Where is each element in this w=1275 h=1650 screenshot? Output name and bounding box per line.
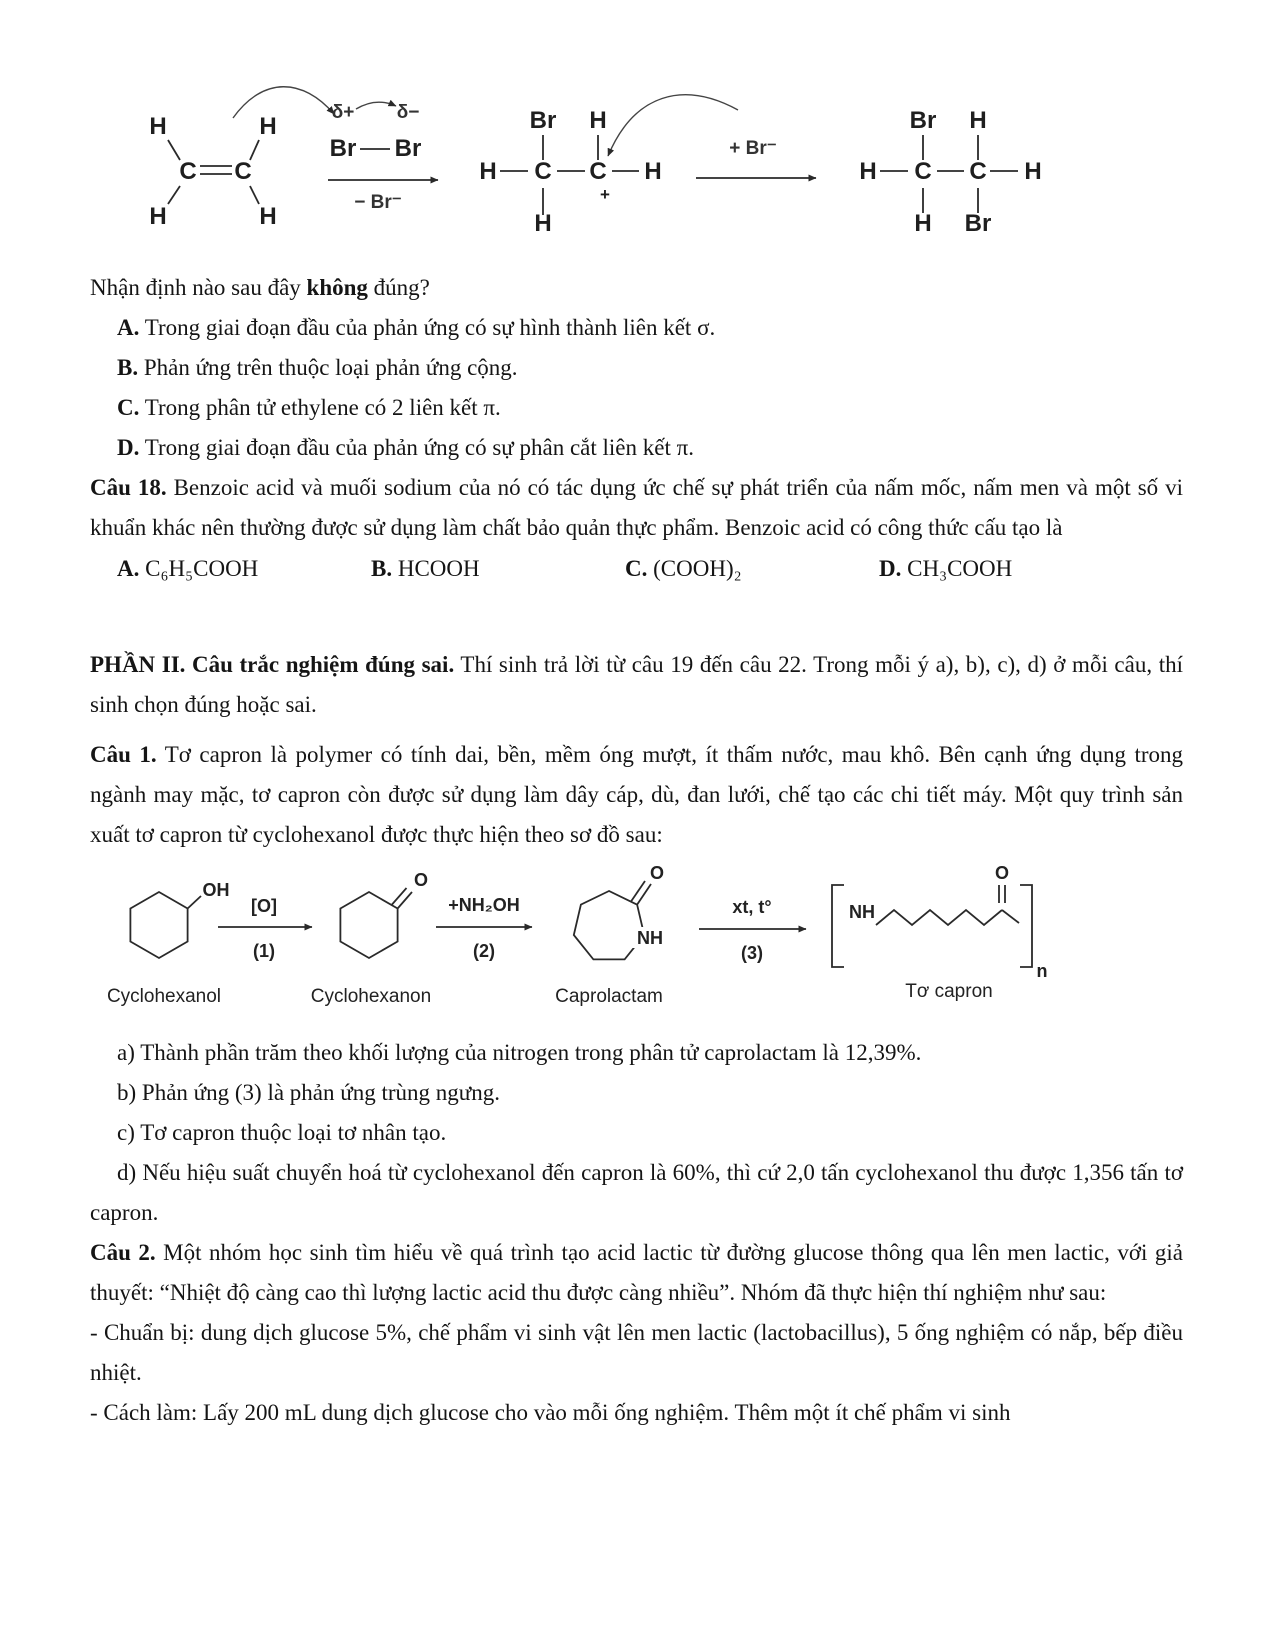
question-1-text: Tơ capron là polymer có tính dai, bền, mềm óng mượt, ít thấm nước, mau khô. Bên cạnh ứng dụng trong ngành may mặc, tơ capron còn được sử dụng làm dây cáp, dù, đan lưới, chế tạo các chi tiết máy. Một quy trình sản xuất tơ capron từ cyclohexanol được thực hiện theo sơ đồ sau: [90,742,1183,847]
atom-c-label: C [234,158,252,185]
option-b [371,549,625,589]
oxygen-label: O [649,865,665,883]
item-b: b) Phản ứng (3) là phản ứng trùng ngưng. [117,1080,500,1105]
atom-br-label: Br [909,107,937,134]
compound-name: Caprolactam [555,986,663,1007]
cyclohexanone-structure [311,870,431,1007]
atom-c-label: C [914,158,932,185]
delta-plus-label: δ+ [331,102,355,123]
atom-h-label: H [859,158,877,185]
option-text: HCOOH [397,556,480,581]
option-letter: D. [117,435,140,460]
prompt-prefix: Nhận định nào sau đây [90,275,307,300]
question-17-prompt [90,268,1183,308]
oxygen-label: O [413,870,429,890]
compound-name: Tơ capron [905,981,993,1002]
option-text: Phản ứng trên thuộc loại phản ứng cộng. [143,355,518,380]
atom-c-label: C [534,158,552,185]
atom-h-label: H [259,203,277,230]
atom-br-label: Br [394,135,422,162]
option-b [90,348,1183,388]
prompt-bold-word: không [306,275,368,300]
question-1-items [90,1033,1183,1233]
bromination-mechanism-diagram [138,76,1073,254]
step-number: (3) [741,943,763,963]
question-18 [90,468,1183,548]
double-bond-line [631,881,645,902]
question-1 [90,735,1183,855]
option-letter: D. [879,556,902,581]
atom-h-label: H [259,113,277,140]
item-d: d) Nếu hiệu suất chuyển hoá từ cyclohexanol đến capron là 60%, thì cứ 2,0 tấn cyclohexanol thu được 1,356 tấn tơ capron. [90,1160,1183,1225]
question-18-label: Câu 18. [90,475,167,500]
option-text: Trong giai đoạn đầu của phản ứng có sự hình thành liên kết σ. [144,315,716,340]
option-text: (COOH)₂ [653,556,742,581]
bond-line [1002,910,1019,923]
catalyst-label: xt, t° [732,897,772,917]
question-18-text: Benzoic acid và muối sodium của nó có tác dụng ức chế sự phát triển của nấm mốc, nấm men và một số vi khuẩn khác nên thường được sử dụng làm chất bảo quản thực phẩm. Benzoic acid có công thức cấu tạo là [90,475,1184,540]
carbocation-structure [479,107,661,237]
heptagon-ring [574,891,644,959]
oxygen-label: O [994,865,1010,883]
hydroxyl-label: OH [202,880,230,900]
close-bracket [1020,885,1032,967]
bond-line [250,140,259,160]
atom-h-label: H [644,158,662,185]
atom-br-label: Br [529,107,557,134]
atom-h-label: H [969,107,987,134]
electron-push-arrow [233,87,334,118]
option-text: C₆H₅COOH [145,556,259,581]
bromine-reagent [328,102,438,213]
amide-nh-label: NH [637,928,663,948]
hexagon-ring [340,892,397,958]
electron-push-arrow-small [356,102,396,109]
open-bracket [832,885,844,967]
question-17-options [90,308,1183,468]
atom-br-label: Br [329,135,357,162]
step-2-arrow [436,895,532,961]
capron-synthesis-diagram [104,865,1049,1017]
step-number: (2) [473,941,495,961]
compound-name: Cyclohexanon [310,986,432,1007]
atom-h-label: H [589,107,607,134]
option-text: Trong giai đoạn đầu của phản ứng có sự phân cắt liên kết π. [144,435,694,460]
delta-minus-label: δ− [396,102,420,123]
atom-c-label: C [969,158,987,185]
part-2-header [90,645,1183,725]
question-2-label: Câu 2. [90,1240,156,1265]
step-number: (1) [253,941,275,961]
double-bond-line [637,884,651,905]
option-letter: C. [625,556,648,581]
atom-h-label: H [914,210,932,237]
question-1-label: Câu 1. [90,742,157,767]
capron-polymer-structure [832,865,1048,1002]
question-2-text: Một nhóm học sinh tìm hiểu về quá trình tạo acid lactic từ đường glucose thông qua lên men lactic, với giả thuyết: “Nhiệt độ càng cao thì lượng lactic acid thu được càng nhiều”. Nhóm đã thực hiện thí nghiệm như sau: [90,1240,1183,1305]
option-a [117,549,371,589]
dibromoethane-structure [859,107,1041,237]
question-18-options [90,549,1183,589]
question-2-method: - Cách làm: Lấy 200 mL dung dịch glucose cho vào mỗi ống nghiệm. Thêm một ít chế phẩm vi sinh [90,1400,1011,1425]
option-letter: A. [117,556,140,581]
item-c: c) Tơ capron thuộc loại tơ nhân tạo. [117,1120,447,1145]
bond-line [250,186,259,204]
atom-h-label: H [479,158,497,185]
cyclohexanol-structure [107,880,230,1007]
question-2 [90,1233,1183,1313]
prompt-suffix: đúng? [367,275,430,300]
option-letter: B. [117,355,139,380]
step-3-arrow [699,897,806,963]
option-text: CH₃COOH [907,556,1013,581]
amide-nh-label: NH [849,902,875,922]
option-a [90,308,1183,348]
atom-c-label: C [179,158,197,185]
option-d [879,549,1012,589]
option-text: Trong phân tử ethylene có 2 liên kết π. [144,395,501,420]
bromide-attack-arrow [608,95,738,156]
repeat-subscript: n [1036,961,1048,981]
bond-line [168,140,180,160]
minus-bromide-label: − Br⁻ [354,192,402,213]
bond-line [168,186,180,204]
option-letter: C. [117,395,140,420]
atom-h-label: H [534,210,552,237]
plus-bromide-label: + Br⁻ [729,138,777,159]
hexagon-ring [130,892,187,958]
option-letter: B. [371,556,393,581]
atom-br-label: Br [964,210,992,237]
option-c [90,388,1183,428]
atom-h-label: H [149,113,167,140]
option-c [625,549,879,589]
ethylene-structure [149,113,276,230]
atom-h-label: H [1024,158,1042,185]
atom-c-label: C [589,158,607,185]
step-1-arrow [218,896,312,961]
bond-line [188,896,201,909]
caprolactam-structure [555,865,668,1007]
atom-h-label: H [149,203,167,230]
option-letter: A. [117,315,140,340]
option-d [90,428,1183,468]
reagent-label: [O] [251,896,277,916]
plus-charge-label: + [600,185,610,204]
item-a: a) Thành phần trăm theo khối lượng của nitrogen trong phân tử caprolactam là 12,39%. [117,1040,922,1065]
compound-name: Cyclohexanol [106,986,222,1007]
alkyl-chain [876,910,1002,925]
part-2-text: Thí sinh trả lời từ câu 19 đến câu 22. Trong mỗi ý a), b), c), d) ở mỗi câu, thí sinh chọn đúng hoặc sai. [90,652,1183,717]
part-2-label: PHẦN II. Câu trắc nghiệm đúng sai. [90,652,455,677]
question-2-prep: - Chuẩn bị: dung dịch glucose 5%, chế phẩm vi sinh vật lên men lactic (lactobacillus), 5 ống nghiệm có nắp, bếp điều nhiệt. [90,1320,1183,1385]
reagent-label: +NH₂OH [448,895,520,915]
